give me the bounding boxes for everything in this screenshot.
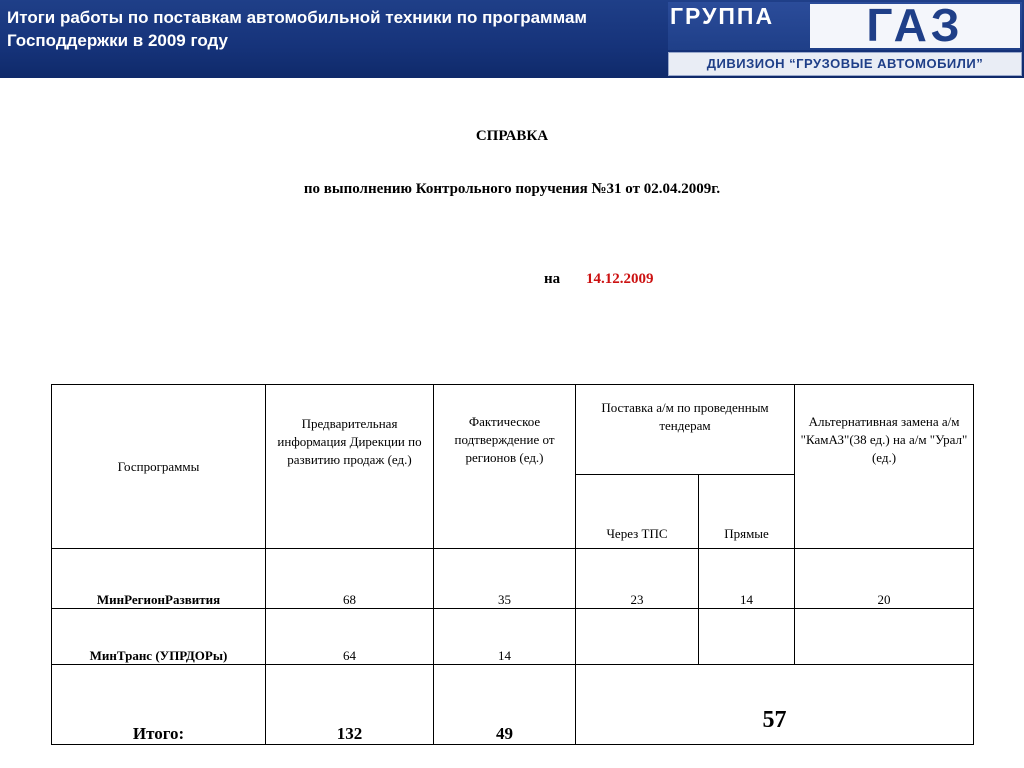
total-tender-and-alternative: 57 — [576, 665, 974, 745]
total-label: Итого: — [52, 665, 266, 745]
table-row — [52, 549, 974, 609]
logo-top-band — [668, 2, 1022, 50]
row-program: МинТранс (УПРДОРы) — [52, 609, 266, 665]
row-preliminary: 64 — [266, 609, 434, 665]
report-date: 14.12.2009 — [586, 271, 654, 287]
header-preliminary: Предварительная информация Дирекции по развитию продаж (ед.) — [266, 385, 434, 549]
total-preliminary: 132 — [266, 665, 434, 745]
logo-mark — [810, 0, 1020, 51]
header-alternative: Альтернативная замена а/м "КамАЗ"(38 ед.) на а/м "Урал" (ед.) — [795, 385, 974, 549]
header-row — [52, 385, 974, 475]
row-alternative — [795, 609, 974, 665]
header-banner — [0, 0, 1024, 78]
header-confirmed: Фактическое подтверждение от регионов (ед.) — [434, 385, 576, 549]
doc-subtitle: по выполнению Контрольного поручения №31 от 02.04.2009г. — [303, 181, 721, 197]
logo-word: ГРУППА — [670, 3, 775, 29]
presentation-title: Итоги работы по поставкам автомобильной техники по программам Господдержки в 2009 году — [7, 8, 587, 50]
row-direct — [699, 609, 795, 665]
logo-mark-text: ГАЗ — [866, 0, 964, 51]
date-label: на — [544, 271, 561, 287]
header-programs: Госпрограммы — [52, 385, 266, 549]
doc-title: СПРАВКА — [475, 128, 549, 144]
logo-subtitle-band — [668, 52, 1022, 76]
row-direct: 14 — [699, 549, 795, 609]
row-confirmed: 35 — [434, 549, 576, 609]
logo-subtitle: ДИВИЗИОН “ГРУЗОВЫЕ АВТОМОБИЛИ” — [706, 56, 984, 71]
gaz-group-logo — [668, 2, 1022, 76]
report-table — [51, 384, 974, 745]
total-confirmed: 49 — [434, 665, 576, 745]
header-via-tps: Через ТПС — [576, 475, 699, 549]
total-row — [52, 665, 974, 745]
row-program: МинРегионРазвития — [52, 549, 266, 609]
row-via-tps: 23 — [576, 549, 699, 609]
table-row — [52, 609, 974, 665]
row-via-tps — [576, 609, 699, 665]
row-confirmed: 14 — [434, 609, 576, 665]
row-preliminary: 68 — [266, 549, 434, 609]
row-alternative: 20 — [795, 549, 974, 609]
header-tender-group: Поставка а/м по проведенным тендерам — [576, 385, 795, 475]
header-direct: Прямые — [699, 475, 795, 549]
